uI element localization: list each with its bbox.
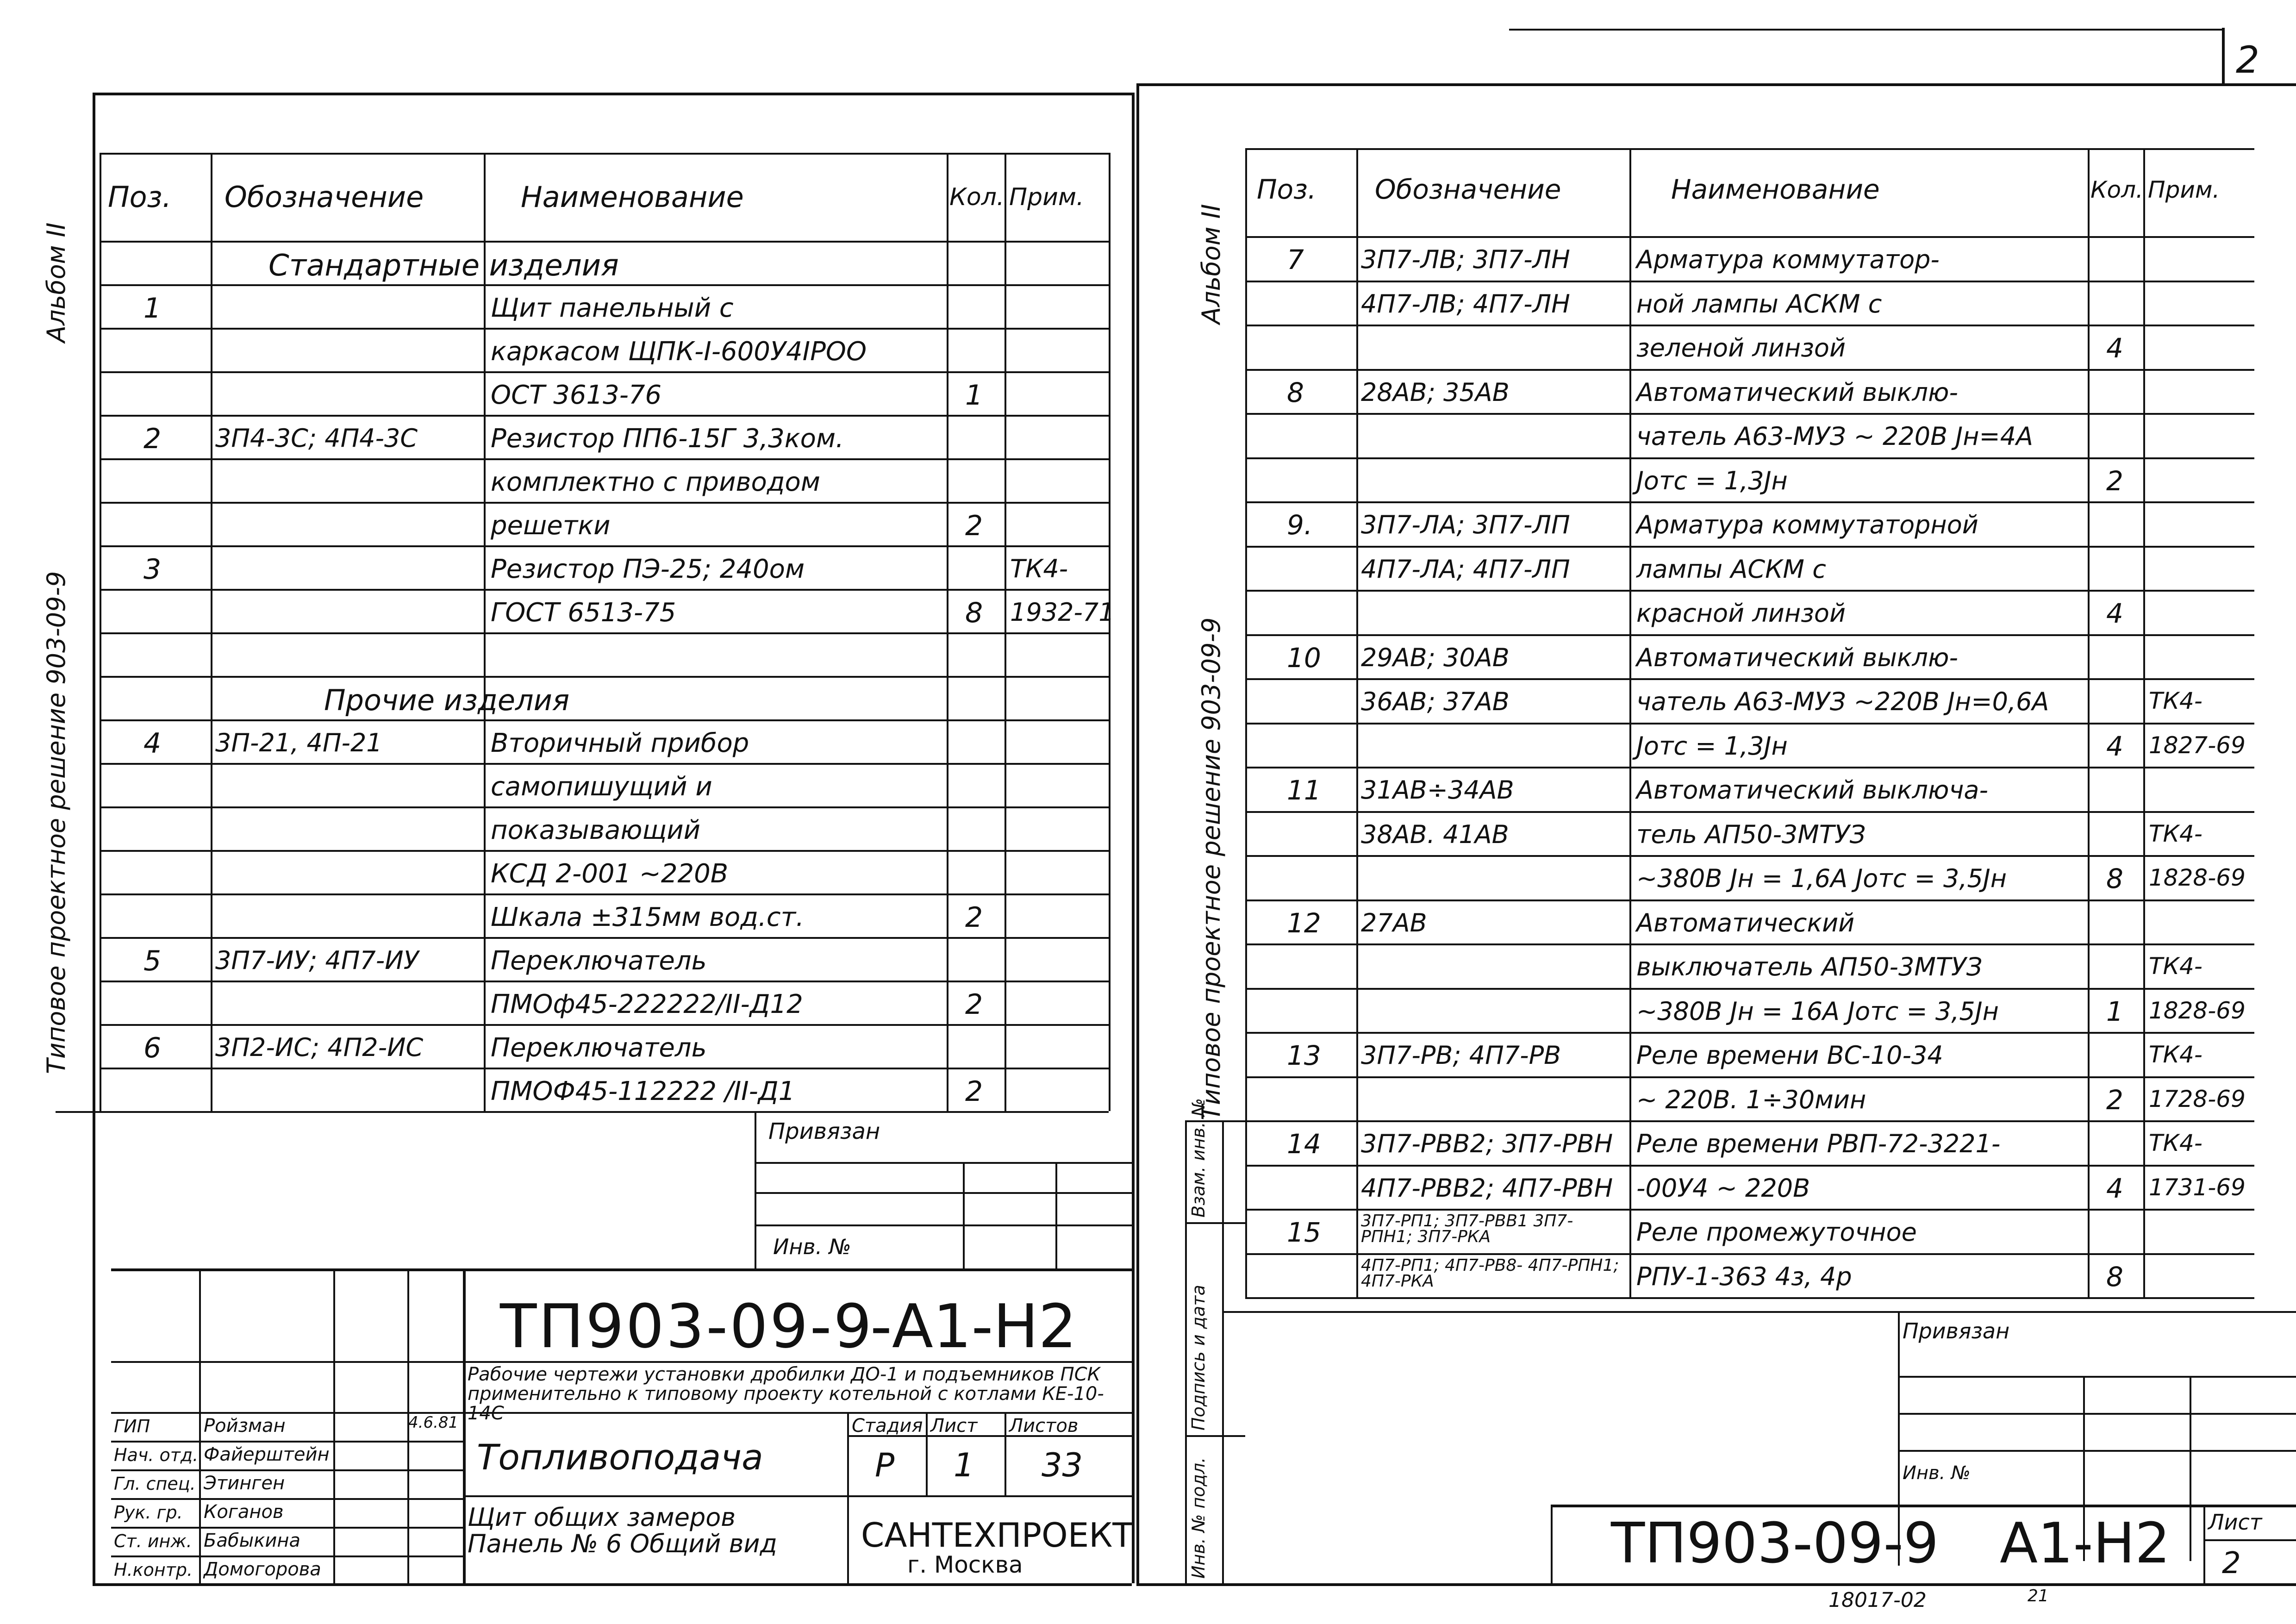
table-header-bottom (100, 241, 1109, 243)
row-rule (1245, 855, 2254, 857)
row-name: Шкала ±315мм вод.ст. (491, 902, 805, 932)
col-header-name: Наименование (1671, 174, 1880, 205)
drawing-code: ТП903-09-9 (1611, 1512, 1939, 1576)
row-name: ПМОФ45-112222 /II-Д1 (491, 1076, 795, 1106)
row-rule (100, 632, 1109, 634)
roles-rule (333, 1268, 335, 1583)
title-block-top (1551, 1505, 2296, 1507)
side-project-label: Типовое проектное решение 903-09-9 (1197, 617, 1226, 1120)
role-name: Файерштейн (204, 1444, 330, 1465)
row-rule (1245, 590, 2254, 592)
row-rule (100, 415, 1109, 417)
row-designation: 3П7-ЛА; 3П7-ЛП (1361, 510, 1570, 539)
row-rule (1245, 369, 2254, 371)
row-name: Автоматический выклю- (1636, 643, 1958, 672)
stamp-vzam: Взам. инв. № (1188, 1098, 1209, 1218)
frame-bottom (93, 1583, 1132, 1586)
row-qty: 8 (2106, 1261, 2123, 1293)
row-qty: 2 (2106, 465, 2123, 497)
row-designation: 3П-21, 4П-21 (215, 728, 382, 757)
row-note: ТК4- (2149, 820, 2202, 847)
row-designation: 29АВ; 30АВ (1361, 643, 1510, 672)
row-note: 1828-69 (2149, 997, 2246, 1024)
row-name: Щит панельный с (491, 293, 734, 323)
row-poz: 1 (144, 292, 162, 325)
frame-top (93, 93, 1132, 95)
col-rule (1629, 148, 1631, 1297)
stamp-rule (1222, 1120, 1224, 1583)
row-rule (1245, 546, 2254, 548)
row-rule (1245, 899, 2254, 901)
role-label: Нач. отд. (114, 1445, 199, 1465)
drawing-code: ТП903-09-9 (500, 1291, 874, 1362)
row-name: Реле времени РВП-72-3221- (1636, 1129, 2001, 1158)
row-name: РПУ-1-363 4з, 4р (1636, 1262, 1852, 1291)
footer-sub: 21 (2028, 1587, 2049, 1605)
top-frame-edge (2222, 28, 2225, 83)
row-name: Резистор ПП6-15Г 3,3ком. (491, 424, 844, 454)
row-qty: 2 (2106, 1084, 2123, 1116)
row-rule (1245, 634, 2254, 636)
title-block-rule (463, 1268, 466, 1583)
col-rule (1004, 153, 1006, 1111)
row-rule (100, 371, 1109, 373)
row-name: каркасом ЩПК-I-600У4ІРОО (491, 337, 867, 367)
row-designation: 27АВ (1361, 908, 1427, 937)
row-name: Реле промежуточное (1636, 1218, 1917, 1247)
row-designation: 3П7-ИУ; 4П7-ИУ (215, 946, 419, 975)
row-rule (1245, 767, 2254, 768)
row-rule (100, 589, 1109, 591)
row-rule (100, 850, 1109, 852)
row-designation: 4П7-РП1; 4П7-РВ8- 4П7-РПН1; 4П7-РКА (1361, 1255, 1619, 1291)
row-rule (100, 328, 1109, 330)
role-name: Домогорова (204, 1559, 321, 1580)
frame-top (1136, 83, 2296, 86)
section-standard-title: Стандартные изделия (268, 249, 619, 283)
row-designation: 4П7-ЛА; 4П7-ЛП (1361, 554, 1570, 584)
row-note: 1728-69 (2149, 1085, 2246, 1112)
col-rule (484, 153, 486, 1111)
row-poz: 10 (1287, 642, 1321, 674)
row-rule (1245, 678, 2254, 680)
row-designation: 28АВ; 35АВ (1361, 377, 1510, 407)
role-label: Рук. гр. (114, 1502, 183, 1523)
row-rule (100, 981, 1109, 982)
row-poz: 4 (144, 727, 162, 760)
col-header-designation: Обозначение (225, 180, 424, 214)
row-qty: 4 (2106, 1172, 2123, 1204)
privyazan-rule (1222, 1311, 2296, 1313)
row-poz: 11 (1287, 775, 1321, 806)
col-rule (2088, 148, 2090, 1297)
row-rule (1245, 1253, 2254, 1255)
row-note: ТК4- (1010, 554, 1068, 583)
row-name: Автоматический (1636, 908, 1855, 937)
col-rule (1109, 153, 1111, 1111)
row-rule (100, 545, 1109, 547)
row-rule (100, 676, 1109, 678)
row-name: зеленой линзой (1636, 333, 1846, 362)
privyazan-rule (2190, 1376, 2191, 1561)
privyazan-rule (755, 1224, 1132, 1226)
row-name: ~ 220В. 1÷30мин (1636, 1085, 1866, 1114)
title-block-rule (926, 1412, 928, 1495)
row-name: Резистор ПЭ-25; 240ом (491, 554, 805, 584)
row-rule (1245, 501, 2254, 503)
sheets-value: 33 (1042, 1446, 1083, 1484)
row-qty: 2 (965, 1075, 983, 1108)
privyazan-rule (1055, 1162, 1057, 1268)
title-block-rule (2203, 1505, 2205, 1583)
privyazan-rule (1898, 1376, 2296, 1378)
stamp-rule (1185, 1435, 1245, 1437)
row-name: чатель А63-МУЗ ~ 220В Јн=4А (1636, 422, 2034, 451)
approval-date: 4.6.81 (408, 1413, 459, 1432)
row-qty: 2 (965, 510, 983, 542)
row-note: 1828-69 (2149, 864, 2246, 891)
row-name: выключатель АП50-3МТУЗ (1636, 952, 1983, 981)
frame-left (1136, 83, 1139, 1583)
row-rule (1245, 281, 2254, 282)
row-name: ОСТ 3613-76 (491, 380, 662, 410)
row-name: ной лампы АСКМ с (1636, 289, 1882, 319)
row-name: самопишущий и (491, 772, 712, 802)
row-rule (100, 1024, 1109, 1026)
row-poz: 15 (1287, 1217, 1321, 1248)
row-rule (1245, 1076, 2254, 1078)
row-designation: 3П7-РВВ2; 3П7-РВН (1361, 1129, 1613, 1158)
col-header-designation: Обозначение (1375, 174, 1561, 205)
row-poz: 8 (1287, 376, 1304, 408)
row-designation: 4П7-РВВ2; 4П7-РВН (1361, 1173, 1613, 1203)
row-name: -00У4 ~ 220В (1636, 1173, 1810, 1203)
row-rule (1245, 1032, 2254, 1034)
row-name: ~380В Јн = 1,6А Јотс = 3,5Јн (1636, 864, 2007, 893)
stage-label: Стадия (852, 1415, 923, 1437)
page-number-fragment: 2 (2236, 38, 2259, 81)
role-label: ГИП (114, 1416, 150, 1437)
row-rule (1245, 988, 2254, 990)
privyazan-label: Привязан (768, 1118, 880, 1144)
org-city: г. Москва (907, 1551, 1023, 1578)
row-designation: 38АВ. 41АВ (1361, 819, 1509, 849)
row-rule (1245, 1120, 2254, 1122)
role-label: Гл. спец. (114, 1474, 196, 1494)
col-header-qty: Кол. (2090, 176, 2143, 203)
row-designation: 31АВ÷34АВ (1361, 775, 1514, 805)
row-designation: 3П4-3С; 4П4-3С (215, 424, 418, 453)
side-album-label: Альбом II (1197, 204, 1226, 324)
col-header-note: Прим. (1009, 183, 1084, 211)
row-rule (1245, 413, 2254, 415)
stamp-inv-podl: Инв. № подл. (1188, 1457, 1209, 1579)
row-rule (1245, 811, 2254, 813)
row-designation: 3П7-ЛВ; 3П7-ЛН (1361, 245, 1570, 274)
roles-rule (199, 1268, 201, 1583)
row-name: Јотс = 1,3Јн (1636, 731, 1788, 761)
row-name: тель АП50-3МТУЗ (1636, 819, 1866, 849)
row-name: Вторичный прибор (491, 728, 749, 758)
row-qty: 8 (2106, 863, 2123, 894)
row-rule (100, 763, 1109, 765)
row-qty: 2 (965, 901, 983, 934)
row-qty: 4 (2106, 598, 2123, 629)
row-name: лампы АСКМ с (1636, 554, 1826, 584)
row-qty: 1 (965, 379, 983, 412)
row-designation: 4П7-ЛВ; 4П7-ЛН (1361, 289, 1570, 319)
drawing-sheet-code: -А1-Н2 (870, 1291, 1077, 1362)
row-note: 1731-69 (2149, 1174, 2246, 1201)
row-name: Переключатель (491, 946, 707, 976)
row-rule (1245, 1165, 2254, 1167)
inv-no-label: Инв. № (1903, 1462, 1971, 1484)
row-qty: 2 (965, 988, 983, 1021)
side-project-label: Типовое проектное решение 903-09-9 (42, 571, 71, 1074)
stamp-rule (1185, 1222, 1245, 1224)
sheet-value: 2 (2222, 1546, 2241, 1580)
stamp-rule (1185, 1120, 1187, 1583)
col-rule (1356, 148, 1358, 1297)
title-block-top (111, 1268, 1132, 1271)
row-name: Арматура коммутатор- (1636, 245, 1940, 274)
row-poz: 14 (1287, 1128, 1321, 1160)
table-header-bottom (1245, 236, 2254, 238)
privyazan-rule (1898, 1413, 2296, 1415)
roles-rule (111, 1498, 463, 1500)
row-name: Переключатель (491, 1033, 707, 1063)
row-poz: 3 (144, 553, 162, 586)
row-rule (100, 502, 1109, 504)
row-name: Автоматический выклю- (1636, 377, 1958, 407)
role-name: Бабыкина (204, 1530, 301, 1551)
row-poz: 6 (144, 1032, 162, 1064)
frame-right (1132, 93, 1135, 1583)
col-header-note: Прим. (2148, 176, 2220, 203)
row-rule (100, 719, 1109, 721)
row-rule (1245, 325, 2254, 326)
row-note: ТК4- (2149, 1041, 2202, 1068)
inv-no-label: Инв. № (773, 1234, 851, 1259)
row-designation: 3П2-ИС; 4П2-ИС (215, 1033, 424, 1062)
col-header-poz: Поз. (1257, 174, 1316, 205)
col-rule (2143, 148, 2145, 1297)
row-name: чатель А63-МУЗ ~220В Јн=0,6А (1636, 687, 2049, 716)
row-note: ТК4- (2149, 687, 2202, 714)
row-rule (1245, 723, 2254, 725)
row-poz: 5 (144, 945, 162, 977)
project-description: Рабочие чертежи установки дробилки ДО-1 и подъемников ПСК применительно к типовому проекту котельной с котлами КЕ-10-14С (468, 1364, 1104, 1424)
row-rule (100, 1068, 1109, 1069)
title-block-rule (2203, 1539, 2296, 1541)
row-name: Автоматический выключа- (1636, 775, 1988, 805)
side-album-label: Альбом II (42, 222, 71, 343)
row-designation: 3П7-РВ; 4П7-РВ (1361, 1041, 1561, 1070)
frame-bottom (1136, 1583, 2296, 1586)
row-name: КСД 2-001 ~220В (491, 859, 729, 889)
roles-rule (111, 1469, 463, 1471)
title-block-rule (463, 1495, 1132, 1497)
row-name: решетки (491, 511, 611, 541)
row-rule (100, 806, 1109, 808)
row-poz: 9. (1287, 509, 1313, 541)
row-note: 1827-69 (2149, 731, 2246, 759)
privyazan-rule (1898, 1450, 2296, 1452)
role-label: Ст. инж. (114, 1531, 192, 1551)
title-block-rule (1004, 1412, 1006, 1495)
frame-left (93, 93, 95, 1583)
row-qty: 4 (2106, 730, 2123, 762)
privyazan-label: Привязан (1903, 1318, 2010, 1343)
row-qty: 8 (965, 597, 983, 629)
row-name: ГОСТ 6513-75 (491, 598, 676, 628)
row-name: показывающий (491, 815, 701, 845)
privyazan-rule (755, 1192, 1132, 1194)
row-name: комплектно с приводом (491, 467, 820, 497)
row-rule (1245, 457, 2254, 459)
row-poz: 7 (1287, 244, 1304, 275)
row-poz: 13 (1287, 1040, 1321, 1071)
privyazan-rule (755, 1162, 1132, 1164)
table-header-top (1245, 148, 2254, 150)
row-note: ТК4- (2149, 953, 2202, 980)
row-note: 1932-71 (1010, 598, 1115, 627)
row-qty: 1 (2106, 995, 2123, 1027)
row-rule (1245, 943, 2254, 945)
title-block-rule (847, 1495, 849, 1583)
row-note: ТК4- (2149, 1130, 2202, 1156)
role-name: Коганов (204, 1501, 284, 1523)
row-name: ~380В Јн = 16А Јотс = 3,5Јн (1636, 996, 1999, 1026)
row-rule (100, 937, 1109, 939)
table-header-top (100, 153, 1109, 155)
col-rule (100, 153, 101, 1111)
title-block-rule (1551, 1505, 1553, 1583)
roles-rule (111, 1527, 463, 1529)
col-rule (1245, 148, 1247, 1297)
top-rule (1509, 29, 2222, 31)
row-name: Арматура коммутаторной (1636, 510, 1978, 539)
drawing-title: Щит общих замеров Панель № 6 Общий вид (468, 1503, 777, 1558)
row-qty: 4 (2106, 332, 2123, 364)
row-name: красной линзой (1636, 599, 1846, 628)
row-rule (1245, 1297, 2254, 1299)
role-label: Н.контр. (114, 1560, 193, 1580)
drawing-sheet-code: А1-Н2 (2000, 1512, 2171, 1576)
roles-rule (111, 1555, 463, 1557)
privyazan-rule (963, 1162, 965, 1268)
col-header-qty: Кол. (949, 183, 1004, 211)
role-name: Ройзман (204, 1415, 286, 1437)
col-header-poz: Поз. (108, 180, 172, 214)
row-poz: 12 (1287, 907, 1321, 939)
footer-number: 18017-02 (1828, 1588, 1927, 1612)
section-title: Топливоподача (477, 1437, 763, 1478)
cut-line (56, 1111, 755, 1113)
title-block-rule (847, 1412, 849, 1495)
org-name: САНТЕХПРОЕКТ (861, 1516, 1133, 1555)
row-name: ПМОф45-222222/II-Д12 (491, 989, 803, 1019)
row-designation: 36АВ; 37АВ (1361, 687, 1510, 716)
row-name: Јотс = 1,3Јн (1636, 466, 1788, 495)
col-rule (947, 153, 948, 1111)
sheets-label: Листов (1009, 1415, 1079, 1437)
col-rule (211, 153, 212, 1111)
row-rule (100, 893, 1109, 895)
sheet-value: 1 (954, 1446, 974, 1484)
stage-value: Р (875, 1446, 895, 1484)
row-rule (100, 284, 1109, 286)
section-other-title: Прочие изделия (324, 683, 570, 717)
row-rule (100, 458, 1109, 460)
roles-rule (111, 1441, 463, 1443)
sheet-label: Лист (930, 1415, 978, 1437)
sheet-label: Лист (2208, 1510, 2262, 1535)
privyazan-frame (755, 1111, 756, 1268)
stamp-podpis: Подпись и дата (1188, 1285, 1209, 1430)
row-rule (1245, 1209, 2254, 1211)
role-name: Этинген (204, 1473, 285, 1494)
row-poz: 2 (144, 423, 162, 455)
row-designation: 3П7-РП1; 3П7-РВВ1 3П7-РПН1; 3П7-РКА (1361, 1212, 1573, 1247)
row-name: Реле времени ВС-10-34 (1636, 1041, 1943, 1070)
col-header-name: Наименование (521, 180, 744, 214)
